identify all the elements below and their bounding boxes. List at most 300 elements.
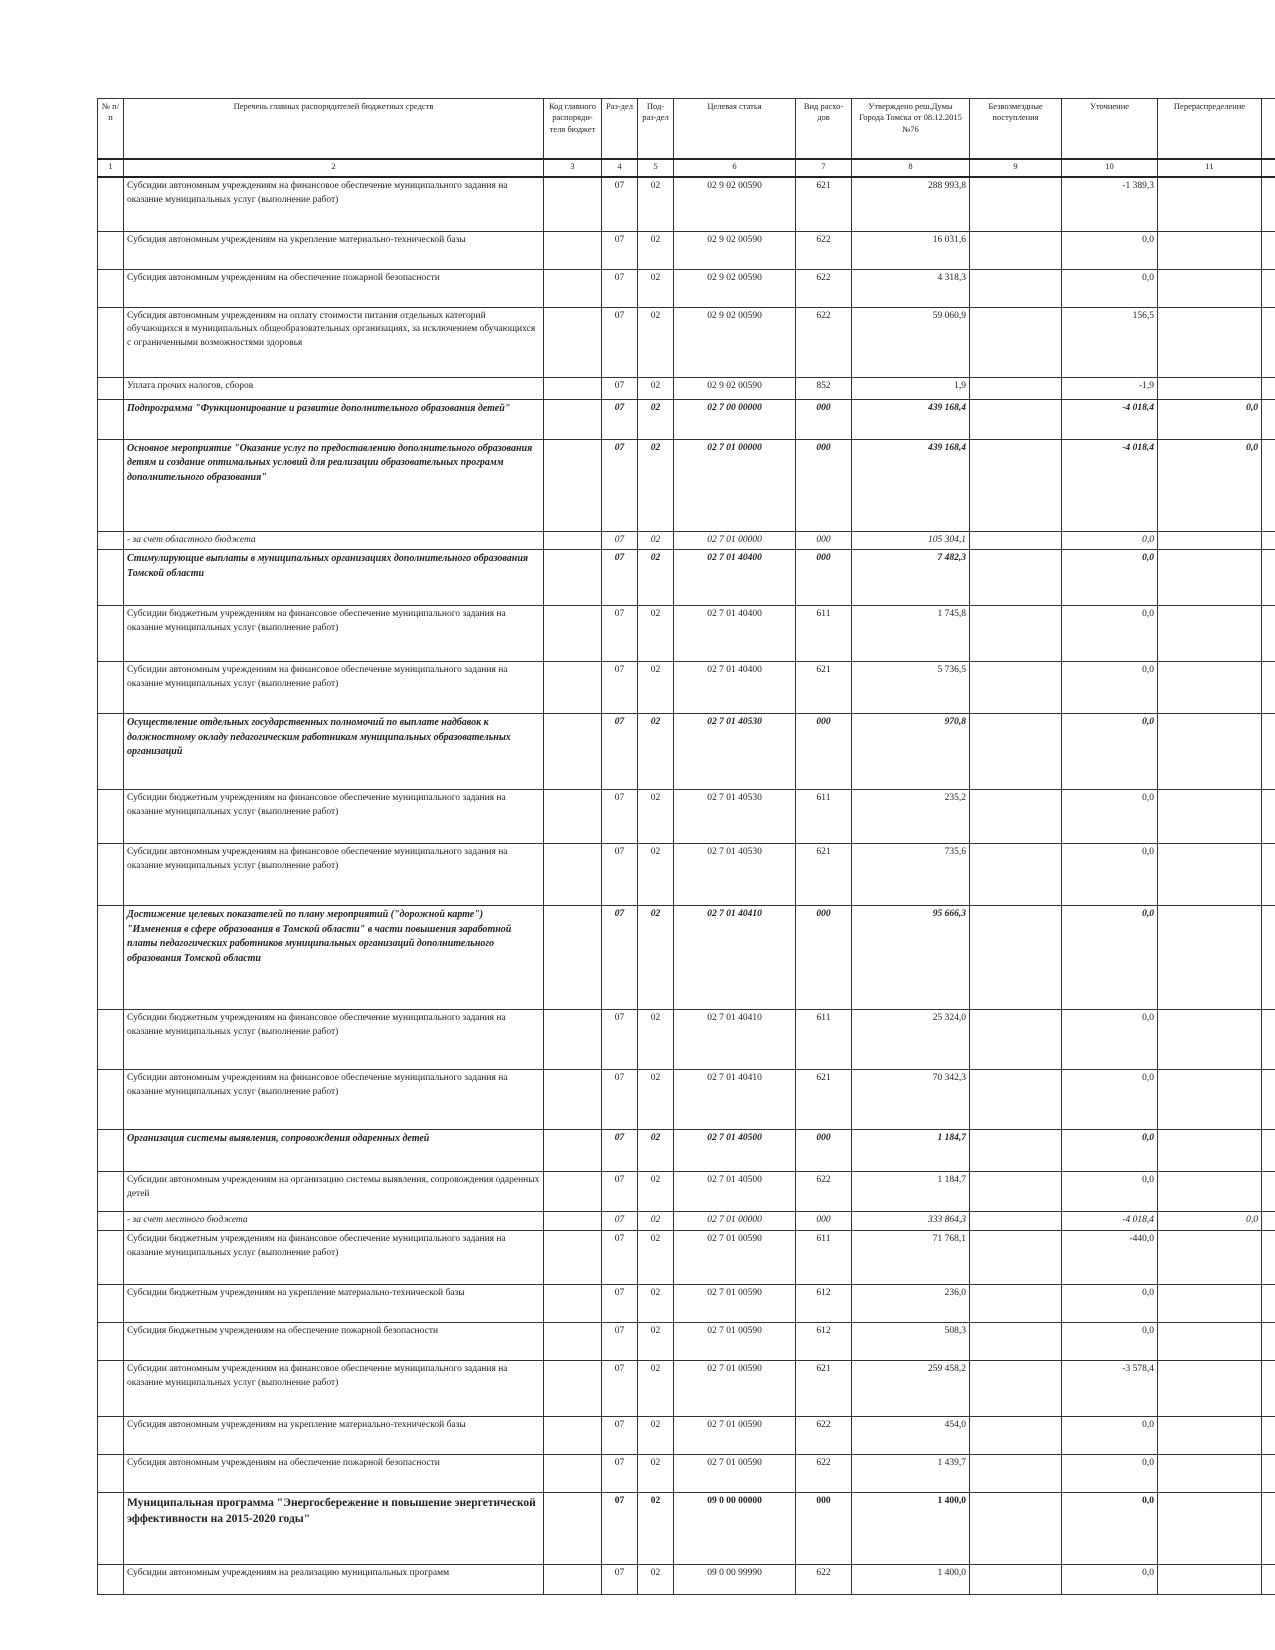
row-cut — [1262, 269, 1275, 307]
row-cut — [1262, 1565, 1275, 1595]
table-row — [98, 1493, 1275, 1565]
row-razdel: 07 — [602, 906, 638, 1010]
colnum: 10 — [1062, 159, 1158, 177]
row-refine: 0,0 — [1062, 1285, 1158, 1323]
row-gift — [970, 439, 1062, 531]
row-expense-type: 612 — [796, 1285, 852, 1323]
row-cut — [1262, 1172, 1275, 1212]
row-refine: 0,0 — [1062, 606, 1158, 662]
row-target-article: 02 9 02 00590 — [674, 307, 796, 377]
row-num-cell — [98, 1565, 124, 1595]
table-row — [98, 790, 1275, 844]
row-name: Организация системы выявления, сопровождения одаренных детей — [124, 1130, 544, 1172]
row-podrazdel: 02 — [638, 1172, 674, 1212]
table-row — [98, 906, 1275, 1010]
table-row — [98, 1172, 1275, 1212]
row-code — [544, 550, 602, 606]
row-gift — [970, 1172, 1062, 1212]
row-redist — [1158, 606, 1262, 662]
row-redist — [1158, 1285, 1262, 1323]
row-num-cell — [98, 531, 124, 550]
row-num-cell — [98, 606, 124, 662]
row-expense-type: 622 — [796, 231, 852, 269]
row-name: - за счет местного бюджета — [124, 1212, 544, 1231]
row-code — [544, 1285, 602, 1323]
row-refine: -4 018,4 — [1062, 1212, 1158, 1231]
row-num-cell — [98, 1285, 124, 1323]
row-code — [544, 231, 602, 269]
row-redist — [1158, 231, 1262, 269]
header-cut — [1262, 99, 1275, 160]
row-gift — [970, 1070, 1062, 1130]
row-redist — [1158, 531, 1262, 550]
row-num-cell — [98, 231, 124, 269]
table-row — [98, 177, 1275, 231]
row-gift — [970, 1455, 1062, 1493]
row-refine: -3 578,4 — [1062, 1361, 1158, 1417]
row-approved: 25 324,0 — [852, 1010, 970, 1070]
row-refine: 0,0 — [1062, 662, 1158, 714]
row-podrazdel: 02 — [638, 790, 674, 844]
table-row — [98, 606, 1275, 662]
row-approved: 71 768,1 — [852, 1231, 970, 1285]
row-podrazdel: 02 — [638, 1417, 674, 1455]
row-num-cell — [98, 1231, 124, 1285]
row-name: - за счет областного бюджета — [124, 531, 544, 550]
colnum: 7 — [796, 159, 852, 177]
row-name: Субсидии автономным учреждениям на финансовое обеспечение муниципального задания на оказание муниципальных услуг (выполнение работ) — [124, 177, 544, 231]
colnum: 6 — [674, 159, 796, 177]
header-redist: Перераспределение — [1158, 99, 1262, 160]
row-redist — [1158, 1231, 1262, 1285]
row-num-cell — [98, 1417, 124, 1455]
row-target-article: 02 7 01 40500 — [674, 1172, 796, 1212]
row-approved: 1 439,7 — [852, 1455, 970, 1493]
row-expense-type: 611 — [796, 1231, 852, 1285]
row-razdel: 07 — [602, 177, 638, 231]
row-expense-type: 000 — [796, 399, 852, 439]
row-razdel: 07 — [602, 844, 638, 906]
header-gift: Безвозмездные поступления — [970, 99, 1062, 160]
row-refine: 0,0 — [1062, 550, 1158, 606]
row-name: Субсидии бюджетным учреждениям на финансовое обеспечение муниципального задания на оказание муниципальных услуг (выполнение работ) — [124, 790, 544, 844]
row-name: Основное мероприятие "Оказание услуг по предоставлению дополнительного образования детям и создание оптимальных условий для реализации образовательных программ дополнительного образования" — [124, 439, 544, 531]
row-approved: 70 342,3 — [852, 1070, 970, 1130]
row-expense-type: 852 — [796, 377, 852, 399]
row-target-article: 02 7 01 00000 — [674, 531, 796, 550]
row-name: Уплата прочих налогов, сборов — [124, 377, 544, 399]
row-redist — [1158, 1010, 1262, 1070]
colnum: 2 — [124, 159, 544, 177]
row-gift — [970, 1417, 1062, 1455]
table-header-row — [98, 99, 1275, 160]
row-expense-type: 622 — [796, 307, 852, 377]
row-refine: 0,0 — [1062, 714, 1158, 790]
row-approved: 288 993,8 — [852, 177, 970, 231]
row-gift — [970, 550, 1062, 606]
table-row — [98, 231, 1275, 269]
row-num-cell — [98, 1172, 124, 1212]
row-target-article: 02 7 01 40400 — [674, 550, 796, 606]
row-cut — [1262, 906, 1275, 1010]
row-code — [544, 307, 602, 377]
row-target-article: 02 7 01 40500 — [674, 1130, 796, 1172]
row-target-article: 02 7 01 40410 — [674, 906, 796, 1010]
row-name: Субсидии автономным учреждениям на организацию системы выявления, сопровождения одаренных детей — [124, 1172, 544, 1212]
row-refine: 0,0 — [1062, 1010, 1158, 1070]
row-cut — [1262, 177, 1275, 231]
row-code — [544, 399, 602, 439]
row-expense-type: 621 — [796, 1070, 852, 1130]
row-gift — [970, 1010, 1062, 1070]
row-redist — [1158, 1417, 1262, 1455]
row-approved: 1 184,7 — [852, 1172, 970, 1212]
row-gift — [970, 1231, 1062, 1285]
row-razdel: 07 — [602, 1417, 638, 1455]
row-approved: 236,0 — [852, 1285, 970, 1323]
row-expense-type: 000 — [796, 1130, 852, 1172]
row-approved: 95 666,3 — [852, 906, 970, 1010]
row-cut — [1262, 1323, 1275, 1361]
row-refine: 0,0 — [1062, 531, 1158, 550]
row-target-article: 02 7 01 00000 — [674, 439, 796, 531]
row-cut — [1262, 1212, 1275, 1231]
row-expense-type: 622 — [796, 1565, 852, 1595]
row-code — [544, 1455, 602, 1493]
row-num-cell — [98, 439, 124, 531]
row-cut — [1262, 307, 1275, 377]
row-redist — [1158, 307, 1262, 377]
row-approved: 5 736,5 — [852, 662, 970, 714]
row-podrazdel: 02 — [638, 231, 674, 269]
row-name: Субсидия автономным учреждениям на обеспечение пожарной безопасности — [124, 1455, 544, 1493]
row-num-cell — [98, 1493, 124, 1565]
header-razdel: Раз-дел — [602, 99, 638, 160]
table-row — [98, 714, 1275, 790]
colnum: 4 — [602, 159, 638, 177]
row-refine: -440,0 — [1062, 1231, 1158, 1285]
row-name: Субсидии автономным учреждениям на финансовое обеспечение муниципального задания на оказание муниципальных услуг (выполнение работ) — [124, 662, 544, 714]
table-row — [98, 1130, 1275, 1172]
row-expense-type: 611 — [796, 1010, 852, 1070]
row-expense-type: 000 — [796, 714, 852, 790]
row-cut — [1262, 1010, 1275, 1070]
row-gift — [970, 231, 1062, 269]
row-cut — [1262, 1070, 1275, 1130]
row-gift — [970, 790, 1062, 844]
row-cut — [1262, 1417, 1275, 1455]
row-num-cell — [98, 714, 124, 790]
row-razdel: 07 — [602, 1455, 638, 1493]
row-gift — [970, 177, 1062, 231]
row-podrazdel: 02 — [638, 177, 674, 231]
table-row — [98, 307, 1275, 377]
row-code — [544, 1172, 602, 1212]
row-gift — [970, 714, 1062, 790]
row-cut — [1262, 550, 1275, 606]
row-razdel: 07 — [602, 1010, 638, 1070]
row-name: Муниципальная программа "Энергосбережение и повышение энергетической эффективности на 2015-2020 годы" — [124, 1493, 544, 1565]
table-row — [98, 1212, 1275, 1231]
row-razdel: 07 — [602, 1285, 638, 1323]
row-gift — [970, 1130, 1062, 1172]
table-row — [98, 439, 1275, 531]
header-podrazdel: Под-раз-дел — [638, 99, 674, 160]
row-code — [544, 1212, 602, 1231]
row-razdel: 07 — [602, 790, 638, 844]
row-podrazdel: 02 — [638, 1231, 674, 1285]
header-name: Перечень главных распорядителей бюджетных средств — [124, 99, 544, 160]
row-expense-type: 000 — [796, 1212, 852, 1231]
row-num-cell — [98, 377, 124, 399]
row-cut — [1262, 377, 1275, 399]
row-cut — [1262, 1493, 1275, 1565]
colnum: 3 — [544, 159, 602, 177]
row-podrazdel: 02 — [638, 399, 674, 439]
row-num-cell — [98, 399, 124, 439]
row-podrazdel: 02 — [638, 662, 674, 714]
row-code — [544, 1010, 602, 1070]
row-podrazdel: 02 — [638, 1070, 674, 1130]
row-podrazdel: 02 — [638, 1130, 674, 1172]
table-row — [98, 1010, 1275, 1070]
row-podrazdel: 02 — [638, 606, 674, 662]
table-row — [98, 269, 1275, 307]
row-code — [544, 177, 602, 231]
row-expense-type: 621 — [796, 662, 852, 714]
row-expense-type: 621 — [796, 177, 852, 231]
table-row — [98, 1417, 1275, 1455]
row-code — [544, 1361, 602, 1417]
row-name: Субсидии бюджетным учреждениям на укрепление материально-технической базы — [124, 1285, 544, 1323]
row-approved: 59 060,9 — [852, 307, 970, 377]
row-gift — [970, 844, 1062, 906]
row-code — [544, 1323, 602, 1361]
row-cut — [1262, 714, 1275, 790]
row-refine: 0,0 — [1062, 1493, 1158, 1565]
row-redist — [1158, 1172, 1262, 1212]
row-target-article: 02 7 01 40410 — [674, 1010, 796, 1070]
header-expense-type: Вид расхо-дов — [796, 99, 852, 160]
row-approved: 1,9 — [852, 377, 970, 399]
row-podrazdel: 02 — [638, 1455, 674, 1493]
row-podrazdel: 02 — [638, 307, 674, 377]
row-target-article: 09 0 00 99990 — [674, 1565, 796, 1595]
row-gift — [970, 377, 1062, 399]
row-podrazdel: 02 — [638, 1565, 674, 1595]
row-expense-type: 612 — [796, 1323, 852, 1361]
row-approved: 454,0 — [852, 1417, 970, 1455]
header-code: Код главного распоряди-теля бюджет — [544, 99, 602, 160]
row-refine: 0,0 — [1062, 1323, 1158, 1361]
row-target-article: 02 7 01 00000 — [674, 1212, 796, 1231]
row-cut — [1262, 531, 1275, 550]
row-cut — [1262, 1455, 1275, 1493]
row-target-article: 02 9 02 00590 — [674, 269, 796, 307]
row-name: Субсидии автономным учреждениям на финансовое обеспечение муниципального задания на оказание муниципальных услуг (выполнение работ) — [124, 1070, 544, 1130]
row-podrazdel: 02 — [638, 906, 674, 1010]
row-razdel: 07 — [602, 1323, 638, 1361]
row-num-cell — [98, 1010, 124, 1070]
row-refine: 0,0 — [1062, 790, 1158, 844]
colnum: 8 — [852, 159, 970, 177]
row-redist — [1158, 1323, 1262, 1361]
row-gift — [970, 399, 1062, 439]
row-razdel: 07 — [602, 1231, 638, 1285]
row-code — [544, 269, 602, 307]
row-approved: 4 318,3 — [852, 269, 970, 307]
row-razdel: 07 — [602, 550, 638, 606]
row-code — [544, 531, 602, 550]
row-redist — [1158, 714, 1262, 790]
row-podrazdel: 02 — [638, 377, 674, 399]
row-redist — [1158, 377, 1262, 399]
table-row — [98, 844, 1275, 906]
row-name: Субсидия автономным учреждениям на обеспечение пожарной безопасности — [124, 269, 544, 307]
row-cut — [1262, 1130, 1275, 1172]
row-razdel: 07 — [602, 399, 638, 439]
table-row — [98, 550, 1275, 606]
row-approved: 7 482,3 — [852, 550, 970, 606]
row-redist: 0,0 — [1158, 1212, 1262, 1231]
header-refine: Уточнение — [1062, 99, 1158, 160]
row-num-cell — [98, 1323, 124, 1361]
table-row — [98, 1565, 1275, 1595]
row-razdel: 07 — [602, 1361, 638, 1417]
row-approved: 259 458,2 — [852, 1361, 970, 1417]
row-refine: 0,0 — [1062, 1455, 1158, 1493]
row-redist — [1158, 906, 1262, 1010]
row-code — [544, 1070, 602, 1130]
row-name: Субсидии бюджетным учреждениям на финансовое обеспечение муниципального задания на оказание муниципальных услуг (выполнение работ) — [124, 1231, 544, 1285]
row-name: Субсидии бюджетным учреждениям на финансовое обеспечение муниципального задания на оказание муниципальных услуг (выполнение работ) — [124, 606, 544, 662]
row-gift — [970, 1285, 1062, 1323]
row-target-article: 02 9 02 00590 — [674, 231, 796, 269]
row-name: Достижение целевых показателей по плану мероприятий ("дорожной карте") "Изменения в сфере образования в Томской области" в части повышения заработной платы педагогических работников муниципальных организаций дополнительного образования Томской области — [124, 906, 544, 1010]
row-expense-type: 611 — [796, 790, 852, 844]
colnum: 11 — [1158, 159, 1262, 177]
header-num: № п/п — [98, 99, 124, 160]
colnum: 5 — [638, 159, 674, 177]
row-razdel: 07 — [602, 714, 638, 790]
row-approved: 105 304,1 — [852, 531, 970, 550]
row-code — [544, 606, 602, 662]
row-cut — [1262, 1231, 1275, 1285]
row-razdel: 07 — [602, 307, 638, 377]
row-code — [544, 662, 602, 714]
table-row — [98, 377, 1275, 399]
row-code — [544, 1493, 602, 1565]
row-name: Осуществление отдельных государственных полномочий по выплате надбавок к должностному окладу педагогическим работникам муниципальных образовательных организаций — [124, 714, 544, 790]
row-refine: 0,0 — [1062, 269, 1158, 307]
row-code — [544, 906, 602, 1010]
row-expense-type: 621 — [796, 1361, 852, 1417]
row-razdel: 07 — [602, 606, 638, 662]
row-redist: 0,0 — [1158, 439, 1262, 531]
row-gift — [970, 307, 1062, 377]
row-num-cell — [98, 550, 124, 606]
row-redist: 0,0 — [1158, 399, 1262, 439]
row-redist — [1158, 1130, 1262, 1172]
row-razdel: 07 — [602, 662, 638, 714]
row-cut — [1262, 1285, 1275, 1323]
row-podrazdel: 02 — [638, 1285, 674, 1323]
row-cut — [1262, 231, 1275, 269]
table-row — [98, 399, 1275, 439]
row-expense-type: 000 — [796, 1493, 852, 1565]
row-approved: 1 184,7 — [852, 1130, 970, 1172]
row-num-cell — [98, 1361, 124, 1417]
row-name: Субсидия бюджетным учреждениям на обеспечение пожарной безопасности — [124, 1323, 544, 1361]
row-cut — [1262, 399, 1275, 439]
row-target-article: 02 7 01 40400 — [674, 662, 796, 714]
table-row — [98, 1285, 1275, 1323]
row-refine: 0,0 — [1062, 1070, 1158, 1130]
row-target-article: 09 0 00 00000 — [674, 1493, 796, 1565]
row-refine: 0,0 — [1062, 1417, 1158, 1455]
row-refine: 156,5 — [1062, 307, 1158, 377]
row-target-article: 02 7 01 00590 — [674, 1455, 796, 1493]
row-podrazdel: 02 — [638, 844, 674, 906]
table-row — [98, 662, 1275, 714]
row-refine: -1 389,3 — [1062, 177, 1158, 231]
row-redist — [1158, 550, 1262, 606]
row-code — [544, 844, 602, 906]
row-redist — [1158, 177, 1262, 231]
row-target-article: 02 7 01 40530 — [674, 714, 796, 790]
row-name: Субсидия автономным учреждениям на укрепление материально-технической базы — [124, 231, 544, 269]
row-cut — [1262, 844, 1275, 906]
row-target-article: 02 7 01 40530 — [674, 844, 796, 906]
row-expense-type: 000 — [796, 906, 852, 1010]
row-gift — [970, 1361, 1062, 1417]
row-code — [544, 439, 602, 531]
header-approved: Утверждено реш.Думы Города Томска от 08.12.2015 №76 — [852, 99, 970, 160]
row-name: Субсидии автономным учреждениям на финансовое обеспечение муниципального задания на оказание муниципальных услуг (выполнение работ) — [124, 1361, 544, 1417]
row-redist — [1158, 1455, 1262, 1493]
row-expense-type: 000 — [796, 439, 852, 531]
table-row — [98, 1323, 1275, 1361]
row-refine: -1,9 — [1062, 377, 1158, 399]
row-razdel: 07 — [602, 269, 638, 307]
row-code — [544, 1231, 602, 1285]
row-razdel: 07 — [602, 1130, 638, 1172]
row-gift — [970, 606, 1062, 662]
row-expense-type: 000 — [796, 531, 852, 550]
row-podrazdel: 02 — [638, 531, 674, 550]
row-name: Субсидии автономным учреждениям на реализацию муниципальных программ — [124, 1565, 544, 1595]
row-num-cell — [98, 1070, 124, 1130]
row-expense-type: 622 — [796, 1172, 852, 1212]
row-podrazdel: 02 — [638, 269, 674, 307]
row-podrazdel: 02 — [638, 439, 674, 531]
colnum: 1 — [98, 159, 124, 177]
row-cut — [1262, 439, 1275, 531]
row-gift — [970, 1323, 1062, 1361]
row-expense-type: 621 — [796, 844, 852, 906]
row-razdel: 07 — [602, 531, 638, 550]
row-num-cell — [98, 307, 124, 377]
row-num-cell — [98, 906, 124, 1010]
row-cut — [1262, 790, 1275, 844]
row-razdel: 07 — [602, 1212, 638, 1231]
row-refine: 0,0 — [1062, 1130, 1158, 1172]
row-razdel: 07 — [602, 1493, 638, 1565]
row-razdel: 07 — [602, 1070, 638, 1130]
budget-table — [97, 98, 1275, 1595]
row-refine: 0,0 — [1062, 906, 1158, 1010]
row-approved: 970,8 — [852, 714, 970, 790]
